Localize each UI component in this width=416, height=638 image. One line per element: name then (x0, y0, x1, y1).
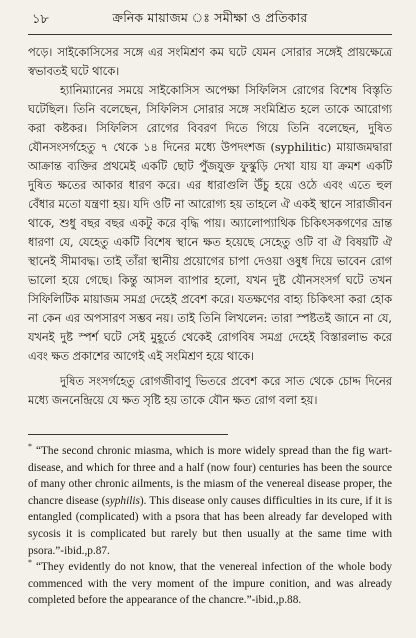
paragraph-3: দুষিত সংসর্গহেতু রোগজীবাণু ভিতরে প্রবেশ করে সাত থেকে চোদ্দ দিনের মধ্যে জননেন্দ্রিয়ে যে ক্ষত সৃষ্টি হয় তাকে যৌন ক্ষত রোগ বলা হয়। (28, 375, 392, 407)
footnotes (28, 443, 392, 609)
footnote-2-marker: * (28, 558, 32, 568)
footnote-divider (28, 434, 228, 435)
syphilitic-term: (syphilitic) (270, 141, 332, 154)
footnote-1 (28, 443, 392, 559)
paragraph-2 (28, 81, 392, 366)
running-head: ক্রনিক মায়াজম ঃ সমীক্ষা ও প্রতিকার (112, 10, 308, 25)
paragraph-2-lead: হ্যানিম্যানের সময়ে সাইকোসিস অপেক্ষা সিফিলিস রোগের বিশেষ বিস্তৃতি ঘটেছিল। তিনি বলেছেন, সিফিলিস সোরার সঙ্গে সংমিশ্রিত হলে তাকে আরোগ্য করা কষ্টকর। সিফিলিস রোগের বিবরণ দিতে গিয়ে তিনি বলেছেন, দুষিত যৌনসংসর্গহেতু ৭ থেকে ১৪ দিনের মধ্যে উপদংশজ (28, 84, 392, 154)
page-number: ১৮ (32, 12, 49, 27)
paragraph-1: পড়ে। সাইকোসিসের সঙ্গে এর সংমিশ্রণ কম ঘটে যেমন সোরার সঙ্গেই প্রায়ক্ষেত্রে স্বভাবতই ঘটে থাকে। (28, 46, 392, 78)
footnote-1-text-b: ). This disease only causes difficulties in its cure, if it is entangled (complicated) with a psora that has been already far developed with sycosis it is complicated but rarely but then usually at the same time with psora.”-ibid.,p.87. (28, 494, 392, 557)
footnote-1-marker: * (28, 442, 32, 452)
footnote-2-text: “They evidently do not know, that the venereal infection of the whole body commenced with the very moment of the impure conition, and was already completed before the appearance of the chancre.”-ibid.,p.88. (28, 561, 392, 607)
paragraph-2-rest: মায়াজমদ্বারা আক্রান্ত ব্যক্তির প্রথমেই একটি ছোট পুঁজযুক্ত ফুস্কুড়ি দেখা যায় যা ক্রমশ একটি দুষিত ক্ষতের আকার ধারণ করে। এর ধারাগুলি উঁচু হয়ে ওঠে এবং এতে হুল বেঁধার মতো যন্ত্রণা হয়। যদি ওটি না আরোগ্য হয় তাহলে ঐ একই স্থানে সারাজীবন থাকে, শুধু বছর বছর একটু করে বৃদ্ধি পায়। অ্যালোপ্যাথিক চিকিৎসকগণের ভ্রান্ত ধারণা যে, যেহেতু একটি বিশেষ স্থানে ক্ষত হয়েছে সেহেতু ওটি বা ঐ বিষয়টি ঐ স্থানেই সীমাবদ্ধ। তাই তাঁরা স্থানীয় প্রয়োগের চাপা দেওয়া ওষুধ দিয়ে ভাবেন রোগ ভালো হয়ে গেছে। কিন্তু আসল ব্যাপার হলো, যখন দুষ্ট যৌনসংসর্গ ঘটে তখন সিফিলিটিক মায়াজম সমগ্র দেহেই প্রবেশ করে। যতক্ষণের বাহ্য চিকিৎসা করা হোক না কেন এর অপসারণ সম্ভব নয়। তাই তিনি লিখলেন: তারা স্পষ্টতই জানে না যে, যখনই দুষ্ট স্পর্শ ঘটে সেই মুহূর্তে থেকেই রোগবিষ সমগ্র দেহেই বিস্তারলাভ করে এবং ক্ষত প্রকাশের আগেই এই সংমিশ্রণ হয়ে থাকে। (28, 141, 392, 363)
body-text (28, 43, 392, 410)
footnote-1-syphilis: syphilis (105, 494, 140, 507)
page-header (28, 10, 392, 35)
footnote-1-text-a: “The second chronic miasma, which is more widely spread than the fig wart-disease, and which for three and a half (now four) centuries has been the source of many other chronic ailments, is the miasm of the venereal disease proper, the chancre disease ( (28, 445, 392, 507)
footnote-2 (28, 559, 392, 609)
